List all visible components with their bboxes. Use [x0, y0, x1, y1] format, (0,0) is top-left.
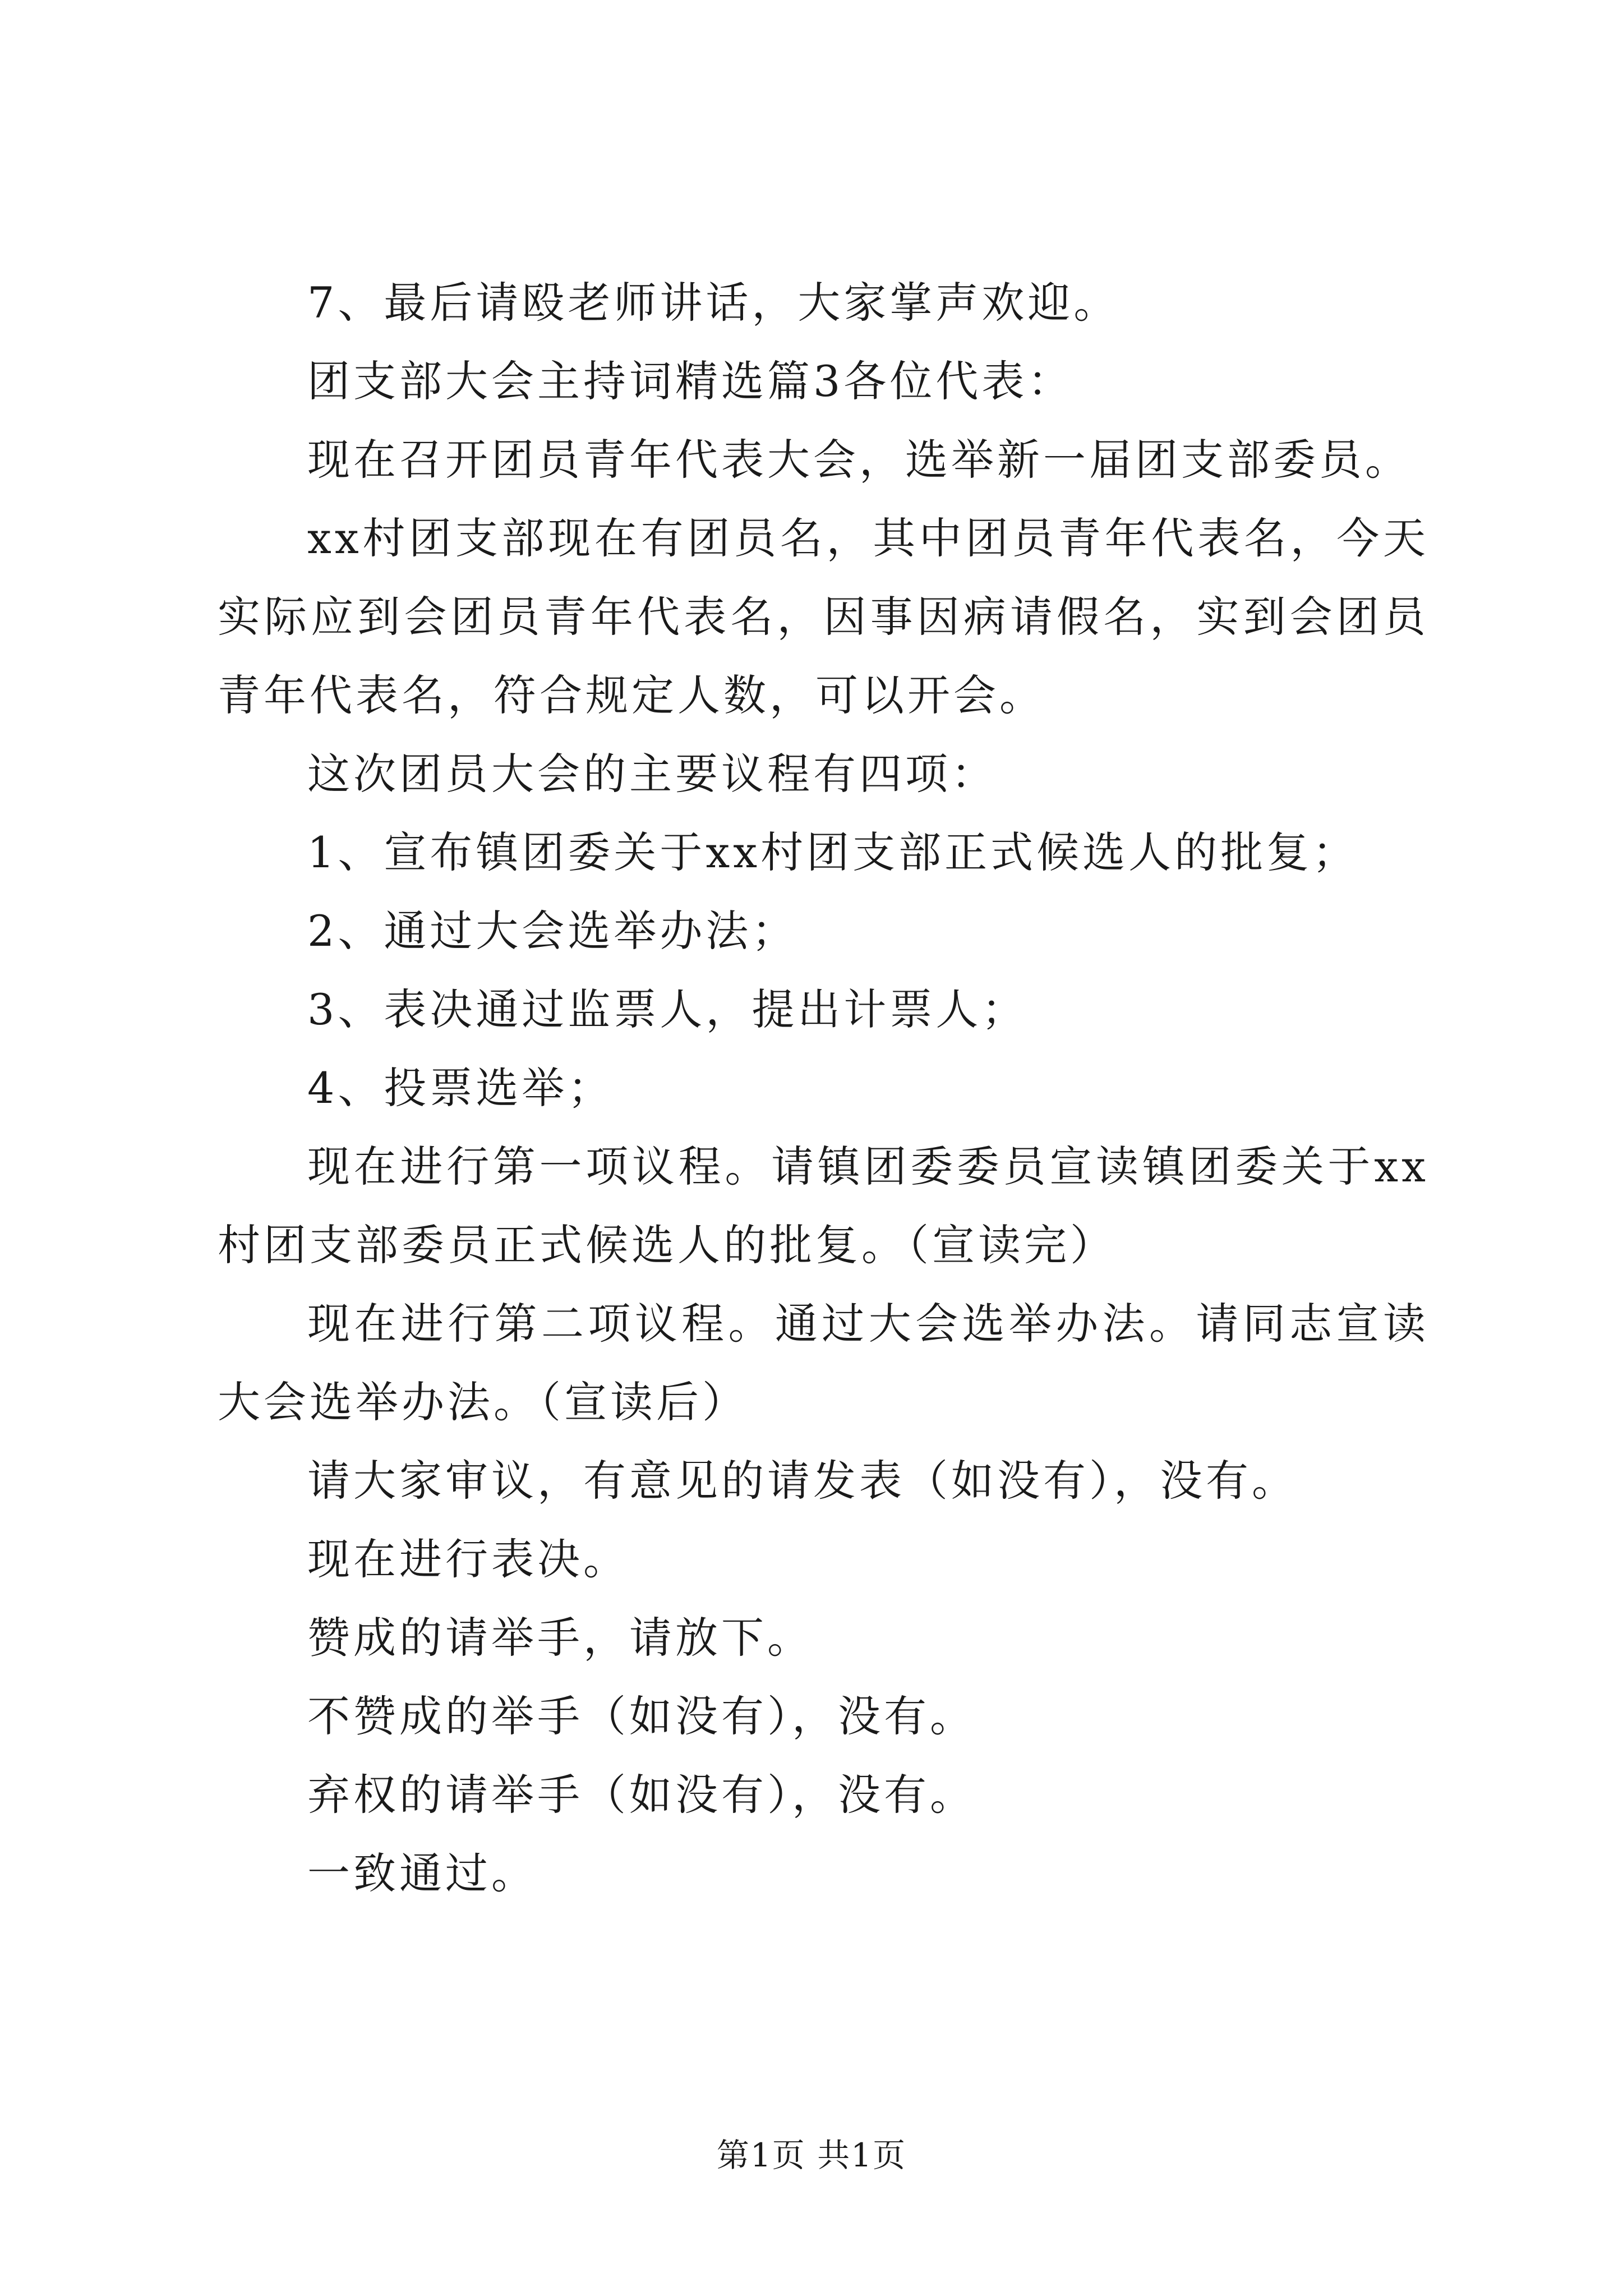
paragraph-agenda-intro: 这次团员大会的主要议程有四项： — [307, 749, 997, 799]
paragraph-section-heading: 团支部大会主持词精选篇3各位代表： — [307, 356, 1074, 406]
paragraph-first-agenda: 现在进行第一项议程。请镇团委委员宣读镇团委关于xx村团支部委员正式候选人的批复。（宣读完） — [218, 1142, 1429, 1270]
paragraph-closing-speech: 7、最后请殴老师讲话，大家掌声欢迎。 — [307, 278, 1120, 328]
agenda-item-4: 4、投票选举； — [307, 1063, 614, 1113]
document-body — [218, 264, 1429, 1913]
paragraph-approve: 赞成的请举手，请放下。 — [307, 1613, 813, 1663]
paragraph-oppose: 不赞成的举手（如没有），没有。 — [307, 1691, 976, 1741]
paragraph-unanimous: 一致通过。 — [307, 1848, 537, 1898]
paragraph-vote: 现在进行表决。 — [307, 1534, 629, 1584]
agenda-item-1: 1、宣布镇团委关于xx村团支部正式候选人的批复； — [307, 827, 1359, 877]
agenda-item-2: 2、通过大会选举办法； — [307, 906, 798, 956]
paragraph-meeting-open: 现在召开团员青年代表大会，选举新一届团支部委员。 — [307, 435, 1411, 485]
agenda-item-3: 3、表决通过监票人，提出计票人； — [307, 984, 1028, 1034]
paragraph-review: 请大家审议，有意见的请发表（如没有），没有。 — [307, 1456, 1298, 1506]
paragraph-attendance: xx村团支部现在有团员名，其中团员青年代表名，今天实际应到会团员青年代表名，因事因病请假名，实到会团员青年代表名，符合规定人数，可以开会。 — [218, 513, 1429, 720]
page-number-footer: 第1页 共1页 — [716, 2136, 907, 2174]
paragraph-abstain: 弃权的请举手（如没有），没有。 — [307, 1770, 976, 1820]
paragraph-second-agenda: 现在进行第二项议程。通过大会选举办法。请同志宣读大会选举办法。（宣读后） — [218, 1299, 1429, 1427]
